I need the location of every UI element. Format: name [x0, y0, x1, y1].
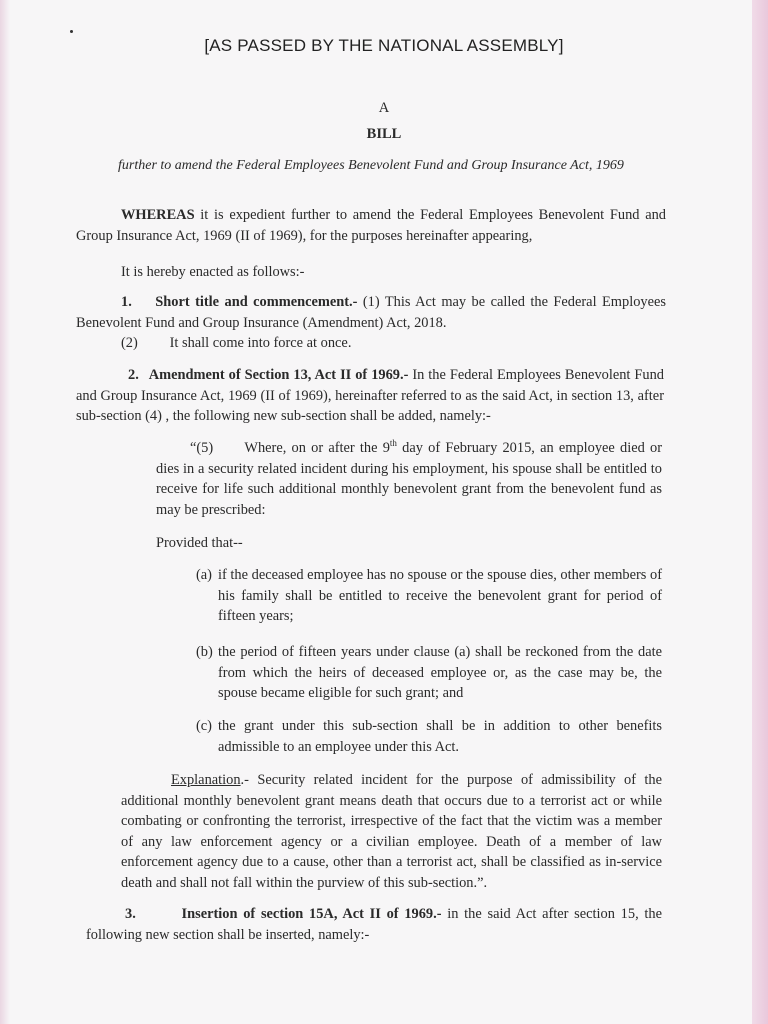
preamble-whereas: WHEREAS	[121, 207, 195, 223]
clause-a-label: (a)	[196, 567, 212, 583]
section-2-text: In the Federal Employees Benevolent Fund and Group Insurance Act, 1969 (II of 1969), hereinafter referred to as the said Act, in section 13, after sub-section (4) , the following new sub-section shall be added, namely:-	[76, 367, 664, 424]
bill-article: A	[378, 100, 390, 116]
clause-b	[196, 642, 662, 704]
section-2-number: 2.	[128, 367, 139, 383]
preamble-text: it is expedient further to amend the Federal Employees Benevolent Fund and Group Insurance Act, 1969 (II of 1969), for the purposes hereinafter appearing,	[76, 207, 666, 244]
clause-c	[196, 716, 662, 757]
page-right-edge	[752, 0, 768, 1024]
clause-b-text: the period of fifteen years under clause (a) shall be reckoned from the date from which the heirs of deceased employee or, as the case may be, the spouse became eligible for such grant; and	[218, 644, 662, 701]
section-3-heading: Insertion of section 15A, Act II of 1969.-	[181, 906, 442, 922]
page-left-edge	[0, 0, 10, 1024]
bill-subtitle: further to amend the Federal Employees Benevolent Fund and Group Insurance Act, 1969	[118, 158, 624, 173]
clause-c-text: the grant under this sub-section shall be in addition to other benefits admissible to an employee under this Act.	[218, 718, 662, 755]
section-1-heading: Short title and commencement.-	[155, 294, 358, 310]
explanation-label: Explanation	[171, 772, 241, 788]
explanation-text: .- Security related incident for the purpose of admissibility of the additional monthly benevolent grant means death that occurs due to a terrorist act or while combating or confronting the terrorist, irrespective of the fact that the victim was a member of any law enforcement agency or a civilian employee. Death of a member of law enforcement agency due to a cause, other than a terrorist act, shall be classified as in-service death and shall not fall within the purview of this sub-section.”.	[121, 772, 662, 891]
explanation	[121, 770, 662, 893]
section-1	[76, 292, 666, 333]
clause-c-label: (c)	[196, 718, 212, 734]
section-1-number: 1.	[121, 294, 132, 310]
enacted-clause: It is hereby enacted as follows:-	[121, 264, 305, 280]
section-3-number: 3.	[125, 906, 136, 922]
section-1-sub2-text: It shall come into force at once.	[169, 335, 352, 351]
clause-a-text: if the deceased employee has no spouse or the spouse dies, other members of his family shall be entitled to receive the benevolent grant for period of fifteen years;	[218, 567, 662, 624]
clause-a	[196, 565, 662, 627]
document-header: [AS PASSED BY THE NATIONAL ASSEMBLY]	[204, 36, 564, 55]
subsection-5-text-b: day of February 2015, an employee died or dies in a security related incident during his employment, his spouse shall be entitled to receive for life such additional monthly benevolent grant from the benevolent fund as may be prescribed:	[156, 440, 662, 518]
subsection-5-superscript: th	[389, 438, 397, 449]
subsection-5-text-a: Where, on or after the 9	[244, 440, 390, 456]
clause-b-label: (b)	[196, 644, 213, 660]
section-3-text: in the said Act after section 15, the following new section shall be inserted, namely:-	[86, 906, 662, 943]
section-1-sub2-number: (2)	[121, 335, 138, 351]
preamble	[76, 205, 666, 246]
stray-mark	[70, 30, 73, 33]
section-2	[76, 365, 664, 427]
bill-title: BILL	[366, 126, 402, 142]
subsection-5-number: “(5)	[190, 440, 214, 456]
section-1-sub2	[121, 333, 351, 354]
section-3	[86, 904, 662, 945]
section-2-heading: Amendment of Section 13, Act II of 1969.-	[148, 367, 409, 383]
section-1-sub1: (1) This Act may be called the Federal Employees Benevolent Fund and Group Insurance (Amendment) Act, 2018.	[76, 294, 666, 331]
subsection-5	[156, 438, 662, 520]
provided-that: Provided that--	[156, 535, 243, 551]
